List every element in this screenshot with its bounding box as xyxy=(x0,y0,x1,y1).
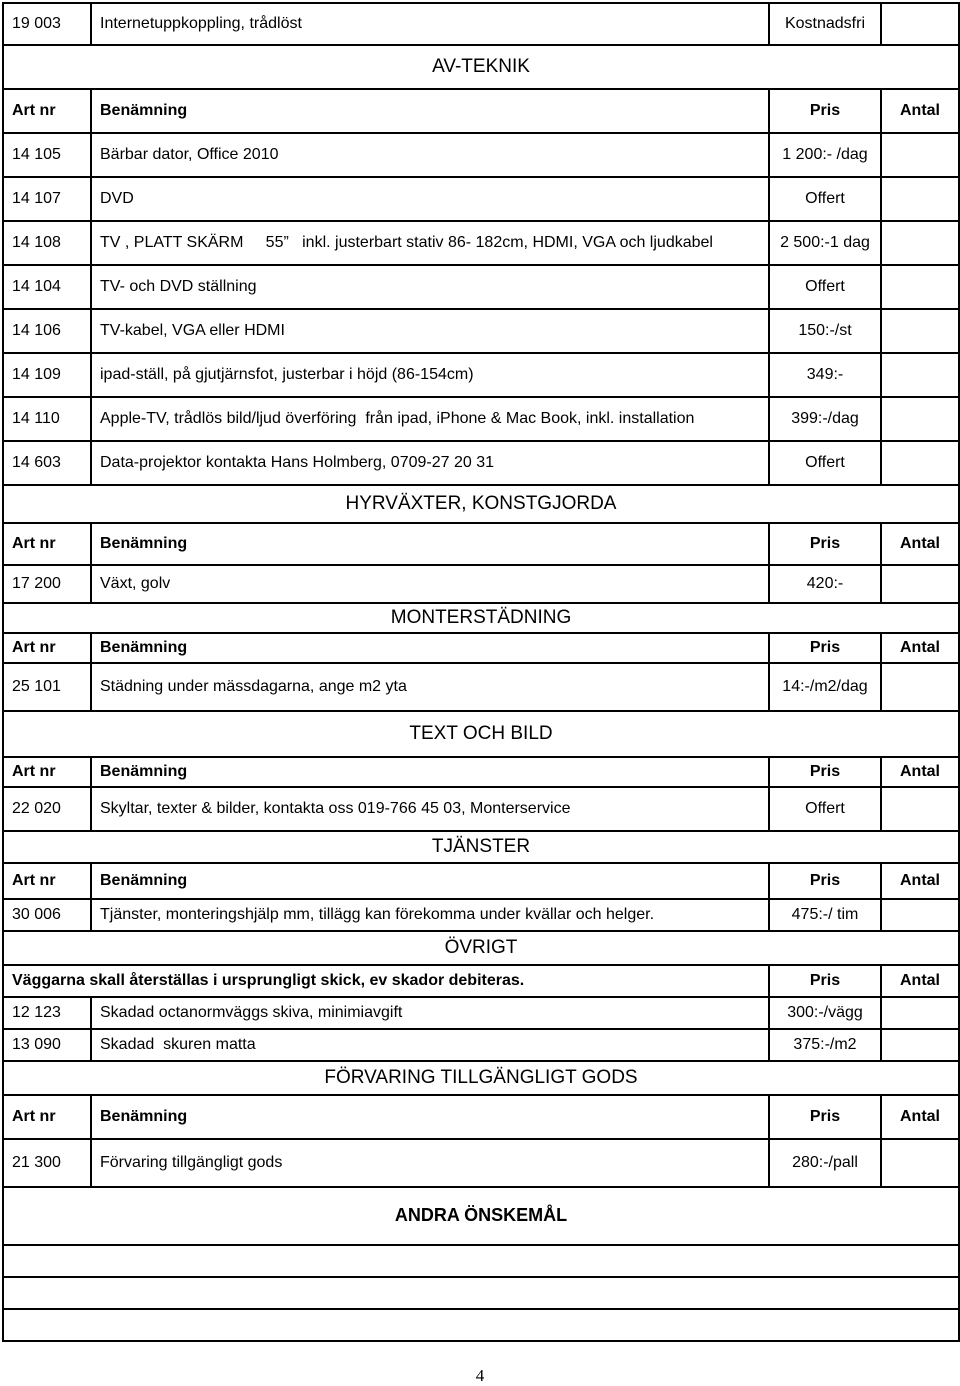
section-heading-row xyxy=(3,831,959,863)
price-cell: Offert xyxy=(769,441,881,485)
qty-cell[interactable] xyxy=(881,177,959,221)
art-nr-cell: 19 003 xyxy=(3,3,91,45)
table-row xyxy=(3,3,959,45)
item-name-cell: DVD xyxy=(91,177,769,221)
qty-cell[interactable] xyxy=(881,353,959,397)
col-antal: Antal xyxy=(881,965,959,997)
item-name-cell: ipad-ställ, på gjutjärnsfot, justerbar i höjd (86-154cm) xyxy=(91,353,769,397)
qty-cell[interactable] xyxy=(881,1139,959,1187)
wish-entry-line[interactable] xyxy=(3,1245,959,1277)
table-row xyxy=(3,353,959,397)
table-row xyxy=(3,997,959,1029)
col-antal: Antal xyxy=(881,1095,959,1139)
art-nr-cell: 14 105 xyxy=(3,133,91,177)
item-name-cell: Skadad skuren matta xyxy=(91,1029,769,1061)
section-title-forvaring: FÖRVARING TILLGÄNGLIGT GODS xyxy=(3,1061,959,1095)
item-name-cell: TV-kabel, VGA eller HDMI xyxy=(91,309,769,353)
price-cell: 420:- xyxy=(769,565,881,603)
col-pris: Pris xyxy=(769,523,881,565)
qty-cell[interactable] xyxy=(881,221,959,265)
qty-cell[interactable] xyxy=(881,1029,959,1061)
table-row xyxy=(3,565,959,603)
art-nr-cell: 30 006 xyxy=(3,899,91,931)
col-benamning: Benämning xyxy=(91,633,769,663)
qty-cell[interactable] xyxy=(881,787,959,831)
wish-entry-line[interactable] xyxy=(3,1277,959,1309)
section-title-monterstadning: MONTERSTÄDNING xyxy=(3,603,959,633)
item-name-cell: Tjänster, monteringshjälp mm, tillägg kan förekomma under kvällar och helger. xyxy=(91,899,769,931)
price-cell: Kostnadsfri xyxy=(769,3,881,45)
table-row xyxy=(3,397,959,441)
section-heading-row xyxy=(3,603,959,633)
col-antal: Antal xyxy=(881,523,959,565)
col-pris: Pris xyxy=(769,757,881,787)
qty-cell[interactable] xyxy=(881,565,959,603)
price-cell: 1 200:- /dag xyxy=(769,133,881,177)
item-name-cell: Skyltar, texter & bilder, kontakta oss 019-766 45 03, Monterservice xyxy=(91,787,769,831)
col-benamning: Benämning xyxy=(91,523,769,565)
table-row xyxy=(3,899,959,931)
table-row xyxy=(3,221,959,265)
col-antal: Antal xyxy=(881,863,959,899)
section-heading-row xyxy=(3,711,959,757)
art-nr-cell: 22 020 xyxy=(3,787,91,831)
ovrigt-note: Väggarna skall återställas i ursprungligt skick, ev skador debiteras. xyxy=(3,965,769,997)
section-heading-row xyxy=(3,1061,959,1095)
column-header-row xyxy=(3,523,959,565)
art-nr-cell: 14 603 xyxy=(3,441,91,485)
col-benamning: Benämning xyxy=(91,757,769,787)
qty-cell[interactable] xyxy=(881,899,959,931)
col-antal: Antal xyxy=(881,757,959,787)
col-pris: Pris xyxy=(769,1095,881,1139)
art-nr-cell: 14 109 xyxy=(3,353,91,397)
item-name-cell: Städning under mässdagarna, ange m2 yta xyxy=(91,663,769,711)
col-art-nr: Art nr xyxy=(3,523,91,565)
price-cell: 349:- xyxy=(769,353,881,397)
column-header-row xyxy=(3,1095,959,1139)
price-cell: 399:-/dag xyxy=(769,397,881,441)
item-name-cell: Apple-TV, trådlös bild/ljud överföring från ipad, iPhone & Mac Book, inkl. installation xyxy=(91,397,769,441)
col-pris: Pris xyxy=(769,633,881,663)
item-name-cell: Bärbar dator, Office 2010 xyxy=(91,133,769,177)
table-row xyxy=(3,441,959,485)
section-heading-row xyxy=(3,45,959,89)
column-header-row xyxy=(3,89,959,133)
table-row xyxy=(3,265,959,309)
art-nr-cell: 17 200 xyxy=(3,565,91,603)
price-cell: 150:-/st xyxy=(769,309,881,353)
price-cell: Offert xyxy=(769,265,881,309)
qty-cell[interactable] xyxy=(881,133,959,177)
table-row xyxy=(3,177,959,221)
column-header-row xyxy=(3,863,959,899)
wish-entry-row[interactable] xyxy=(3,1309,959,1341)
col-benamning: Benämning xyxy=(91,1095,769,1139)
section-title-ovrigt: ÖVRIGT xyxy=(3,931,959,965)
item-name-cell: TV , PLATT SKÄRM 55” inkl. justerbart stativ 86- 182cm, HDMI, VGA och ljudkabel xyxy=(91,221,769,265)
table-row xyxy=(3,787,959,831)
qty-cell[interactable] xyxy=(881,309,959,353)
art-nr-cell: 14 108 xyxy=(3,221,91,265)
col-antal: Antal xyxy=(881,633,959,663)
table-row xyxy=(3,1139,959,1187)
art-nr-cell: 21 300 xyxy=(3,1139,91,1187)
page-number: 4 xyxy=(475,1366,485,1385)
qty-cell[interactable] xyxy=(881,3,959,45)
col-pris: Pris xyxy=(769,863,881,899)
col-art-nr: Art nr xyxy=(3,757,91,787)
section-heading-row xyxy=(3,1187,959,1245)
item-name-cell: Växt, golv xyxy=(91,565,769,603)
table-row xyxy=(3,1029,959,1061)
item-name-cell: Internetuppkoppling, trådlöst xyxy=(91,3,769,45)
art-nr-cell: 14 104 xyxy=(3,265,91,309)
price-cell: 300:-/vägg xyxy=(769,997,881,1029)
column-header-row xyxy=(3,757,959,787)
price-cell: 280:-/pall xyxy=(769,1139,881,1187)
section-title-text-och-bild: TEXT OCH BILD xyxy=(3,711,959,757)
wish-entry-line[interactable] xyxy=(3,1309,959,1341)
qty-cell[interactable] xyxy=(881,265,959,309)
price-cell: 375:-/m2 xyxy=(769,1029,881,1061)
item-name-cell: Skadad octanormväggs skiva, minimiavgift xyxy=(91,997,769,1029)
section-heading-row xyxy=(3,485,959,523)
art-nr-cell: 14 110 xyxy=(3,397,91,441)
qty-cell[interactable] xyxy=(881,441,959,485)
column-header-row xyxy=(3,633,959,663)
table-row xyxy=(3,133,959,177)
col-benamning: Benämning xyxy=(91,89,769,133)
art-nr-cell: 14 107 xyxy=(3,177,91,221)
col-art-nr: Art nr xyxy=(3,633,91,663)
col-pris: Pris xyxy=(769,965,881,997)
order-form-table xyxy=(2,2,960,1342)
col-pris: Pris xyxy=(769,89,881,133)
wish-entry-row[interactable] xyxy=(3,1277,959,1309)
item-name-cell: Förvaring tillgängligt gods xyxy=(91,1139,769,1187)
section-title-tjanster: TJÄNSTER xyxy=(3,831,959,863)
qty-cell[interactable] xyxy=(881,663,959,711)
item-name-cell: Data-projektor kontakta Hans Holmberg, 0709-27 20 31 xyxy=(91,441,769,485)
section-heading-row xyxy=(3,931,959,965)
col-antal: Antal xyxy=(881,89,959,133)
price-cell: Offert xyxy=(769,787,881,831)
col-art-nr: Art nr xyxy=(3,89,91,133)
column-header-row xyxy=(3,965,959,997)
item-name-cell: TV- och DVD ställning xyxy=(91,265,769,309)
price-cell: Offert xyxy=(769,177,881,221)
table-row xyxy=(3,663,959,711)
price-cell: 2 500:-1 dag xyxy=(769,221,881,265)
col-benamning: Benämning xyxy=(91,863,769,899)
qty-cell[interactable] xyxy=(881,997,959,1029)
section-title-av-teknik: AV-TEKNIK xyxy=(3,45,959,89)
art-nr-cell: 14 106 xyxy=(3,309,91,353)
col-art-nr: Art nr xyxy=(3,863,91,899)
col-art-nr: Art nr xyxy=(3,1095,91,1139)
price-cell: 475:-/ tim xyxy=(769,899,881,931)
art-nr-cell: 25 101 xyxy=(3,663,91,711)
price-cell: 14:-/m2/dag xyxy=(769,663,881,711)
qty-cell[interactable] xyxy=(881,397,959,441)
section-title-andra-onskemal: ANDRA ÖNSKEMÅL xyxy=(3,1187,959,1245)
art-nr-cell: 12 123 xyxy=(3,997,91,1029)
wish-entry-row[interactable] xyxy=(3,1245,959,1277)
art-nr-cell: 13 090 xyxy=(3,1029,91,1061)
table-row xyxy=(3,309,959,353)
section-title-hyrvaxter: HYRVÄXTER, KONSTGJORDA xyxy=(3,485,959,523)
